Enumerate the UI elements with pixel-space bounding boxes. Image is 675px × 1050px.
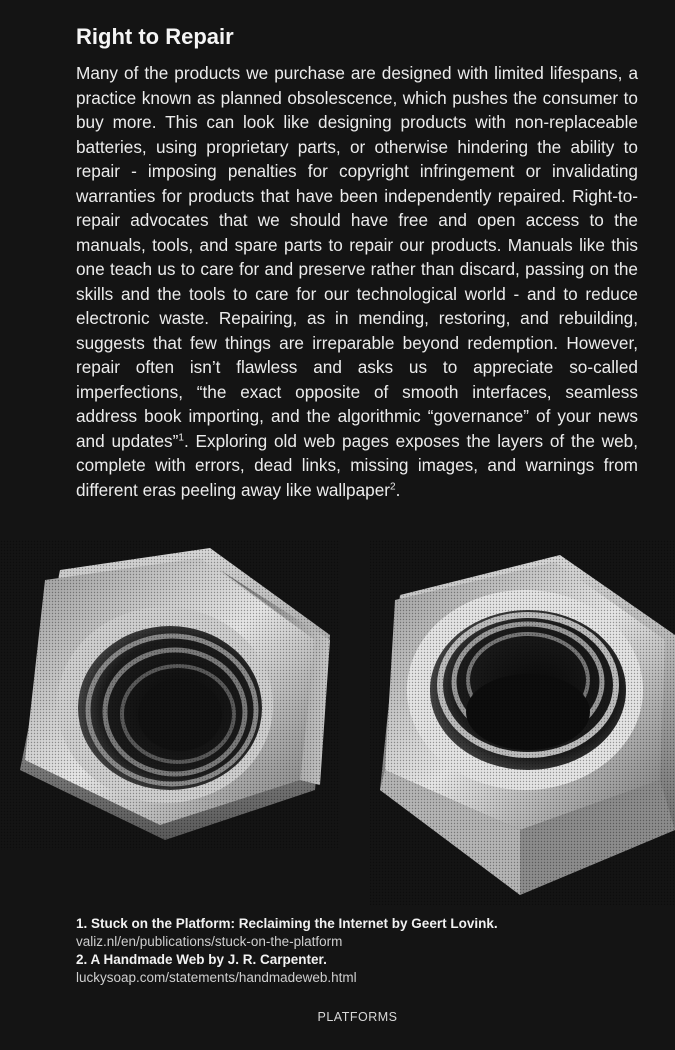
page-title: Right to Repair: [76, 24, 234, 49]
hex-nuts-illustration: [0, 540, 675, 905]
section-folio: PLATFORMS: [317, 1010, 398, 1024]
body-text-part-1: Many of the products we purchase are designed with limited lifespans, a practice known as planned obsolescence, which pushes the consumer to buy more. This can look like designing products with non-replaceable batteries, using proprietary parts, or otherwise hindering the ability to repair - imposing penalties for copyright infringement or invalidating warranties for products that have been independently repaired. Right-to-repair advocates that we should have free and open access to the manuals, tools, and spare parts to repair our products. Manuals like this one teach us to care for and preserve rather than discard, passing on the skills and the tools to care for our technological world - and to reduce electronic waste. Repairing, as in mending, restoring, and rebuilding, suggests that few things are irreparable beyond redemption. However, repair often isn’t flawless and asks us to appreciate so-called imperfections, “the exact opposite of smooth interfaces, seamless address book importing, and the algorithmic “governance” of your news and updates”: [76, 63, 638, 451]
footnote-1-title: 1. Stuck on the Platform: Reclaiming the Internet by Geert Lovink.: [76, 916, 498, 931]
footnote-2-title: 2. A Handmade Web by J. R. Carpenter.: [76, 952, 327, 967]
footnote-2-url[interactable]: luckysoap.com/statements/handmadeweb.html: [76, 970, 357, 985]
footnote-1-url[interactable]: valiz.nl/en/publications/stuck-on-the-platform: [76, 934, 343, 949]
footnotes: [76, 915, 636, 987]
footnote-ref-2: 2: [390, 480, 396, 492]
hex-nut-icon: [370, 540, 675, 905]
footnote-ref-1: 1: [178, 431, 184, 443]
body-paragraph: [76, 61, 638, 502]
body-text-part-3: .: [395, 479, 401, 500]
body-text-part-2: . Exploring old web pages exposes the layers of the web, complete with errors, dead links, missing images, and warnings from different eras peeling away like wallpaper: [76, 430, 638, 500]
hex-nut-icon: [0, 540, 340, 850]
